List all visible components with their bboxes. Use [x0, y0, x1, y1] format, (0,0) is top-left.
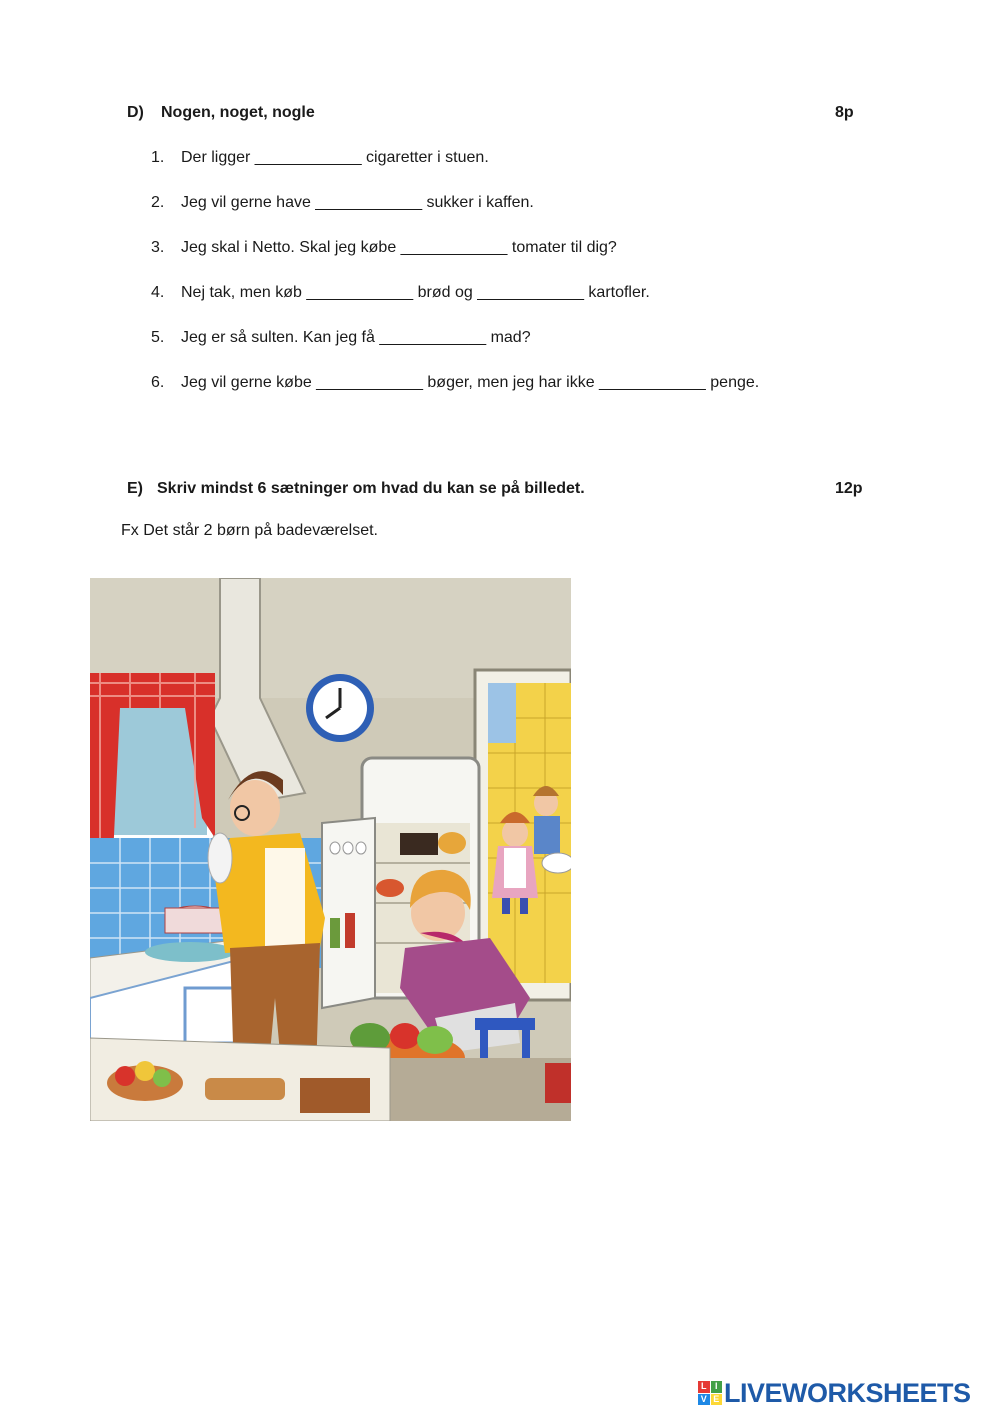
section-e-letter: E)	[127, 480, 143, 497]
item-text: Jeg skal i Netto. Skal jeg købe ____________ tomater til dig?	[181, 239, 617, 256]
section-d-letter: D)	[127, 104, 144, 121]
item-text: Jeg vil gerne have ____________ sukker i kaffen.	[181, 194, 534, 211]
item-text: Der ligger ____________ cigaretter i stuen.	[181, 149, 489, 166]
section-d-points: 8p	[835, 104, 854, 121]
section-e-points: 12p	[835, 480, 863, 497]
section-e-example: Fx Det står 2 børn på badeværelset.	[121, 522, 378, 539]
section-d-item-6	[151, 374, 851, 394]
liveworksheets-logo	[698, 1377, 971, 1409]
kitchen-illustration	[90, 578, 571, 1121]
item-number: 1.	[151, 149, 165, 166]
item-number: 3.	[151, 239, 165, 256]
section-d-item-4	[151, 284, 851, 304]
item-number: 4.	[151, 284, 165, 301]
brand-icon	[698, 1381, 722, 1405]
section-d-title: Nogen, noget, nogle	[161, 104, 315, 121]
item-text: Nej tak, men køb ____________ brød og ____________ kartofler.	[181, 284, 650, 301]
brand-icon-letter: E	[711, 1394, 723, 1406]
brand-icon-letter: L	[698, 1381, 710, 1393]
item-number: 5.	[151, 329, 165, 346]
section-e-header	[127, 480, 867, 500]
section-d-item-3	[151, 239, 851, 259]
section-d-item-5	[151, 329, 851, 349]
item-number: 6.	[151, 374, 165, 391]
section-e-title: Skriv mindst 6 sætninger om hvad du kan se på billedet.	[157, 480, 585, 497]
section-d-item-1	[151, 149, 851, 169]
brand-name: LIVEWORKSHEETS	[724, 1377, 971, 1408]
brand-icon-letter: V	[698, 1394, 710, 1406]
item-text: Jeg vil gerne købe ____________ bøger, men jeg har ikke ____________ penge.	[181, 374, 760, 391]
brand-icon-letter: I	[711, 1381, 723, 1393]
section-d-item-2	[151, 194, 851, 214]
section-d-header	[127, 104, 867, 124]
item-text: Jeg er så sulten. Kan jeg få ____________ mad?	[181, 329, 531, 346]
item-number: 2.	[151, 194, 165, 211]
